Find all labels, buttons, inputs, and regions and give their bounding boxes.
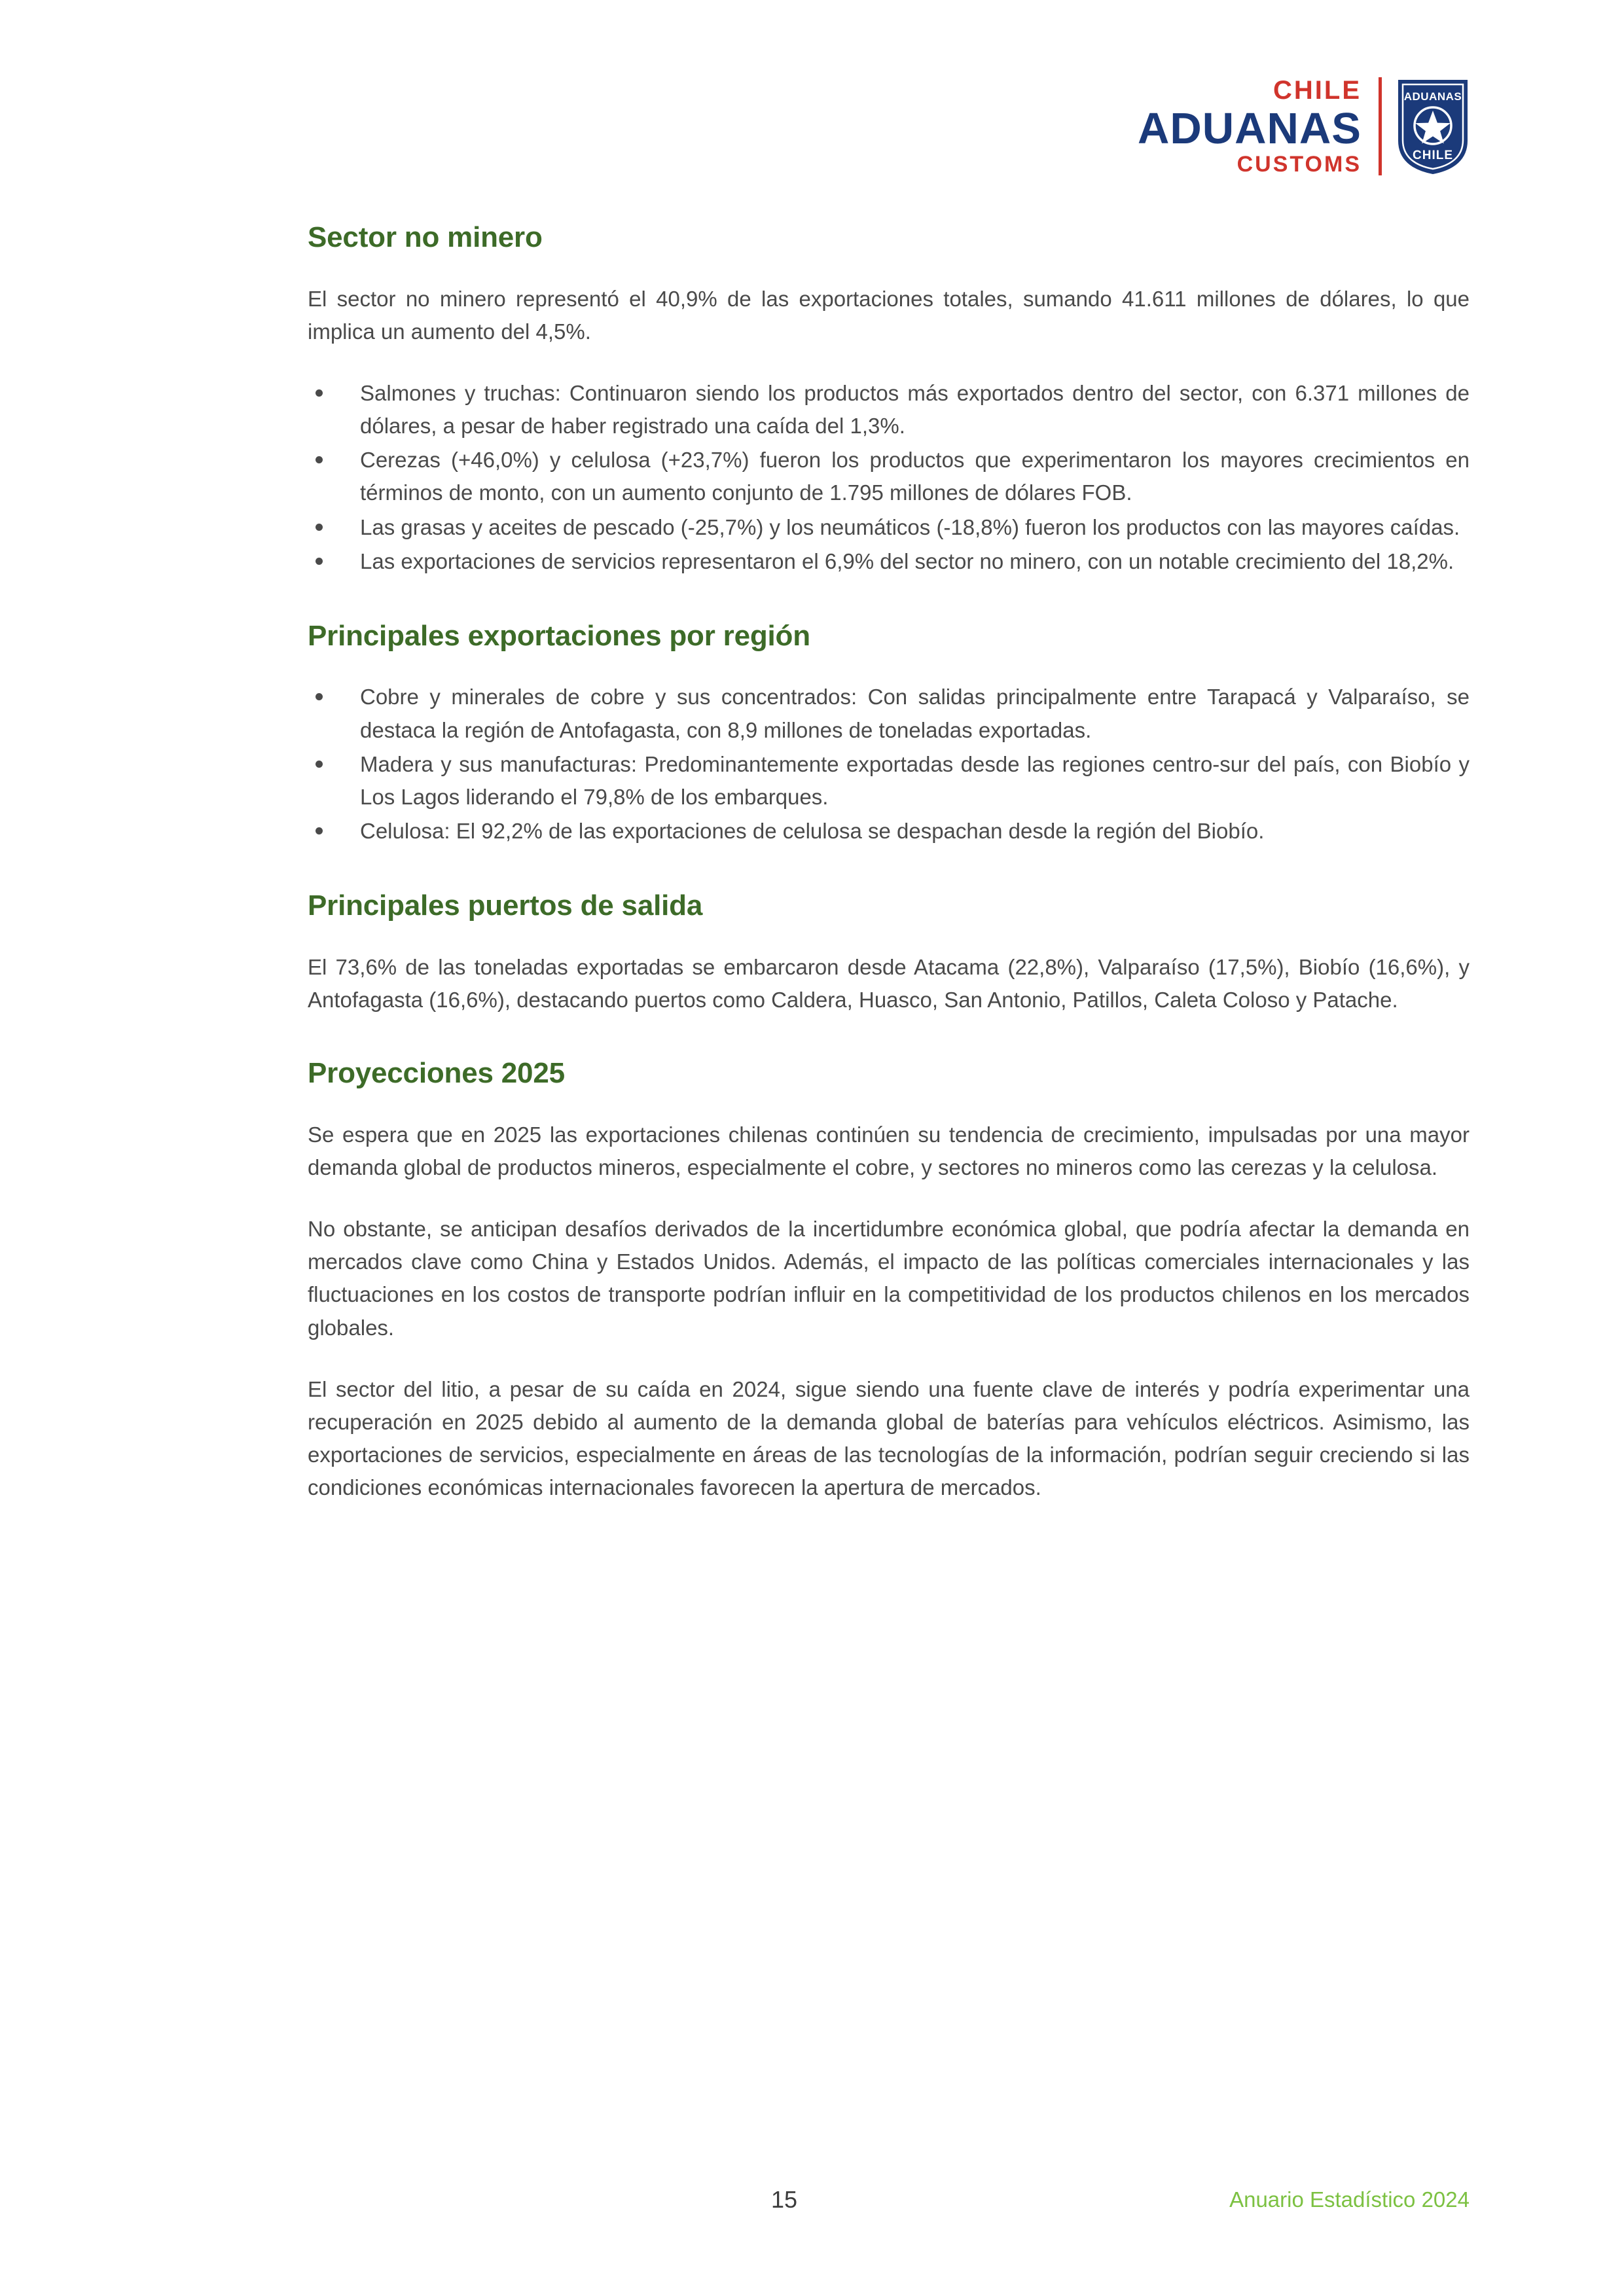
list-item-text: Cerezas (+46,0%) y celulosa (+23,7%) fueron los productos que experimentaron los mayores crecimientos en términos de monto, con un aumento conjunto de 1.795 millones de dólares FOB. <box>360 448 1470 505</box>
list-item-text: Salmones y truchas: Continuaron siendo los productos más exportados dentro del sector, con 6.371 millones de dólares, a pesar de haber registrado una caída del 1,3%. <box>360 380 1470 439</box>
bullet-list-exportaciones-por-region <box>308 681 1470 848</box>
bullet-dot-icon <box>316 524 323 531</box>
bullet-dot-icon <box>316 389 323 397</box>
section-title-puertos-de-salida: Principales puertos de salida <box>308 889 703 922</box>
list-item <box>308 815 1470 848</box>
section-title-sector-no-minero: Sector no minero <box>308 221 543 253</box>
proyecciones-paragraph-2: No obstante, se anticipan desafíos derivados de la incertidumbre económica global, que podría afectar la demanda en mercados clave como China y Estados Unidos. Además, el impacto de las políticas comerciales internacionales y las fluctuaciones en los costos de transporte podrían influir en la competitividad de los productos chilenos en los mercados globales. <box>308 1217 1470 1340</box>
list-item-text: Cobre y minerales de cobre y sus concentrados: Con salidas principalmente entre Tarapacá y Valparaíso, se destaca la región de Antofagasta, con 8,9 millones de toneladas exportadas. <box>360 685 1470 742</box>
list-item <box>308 681 1470 746</box>
logo-divider <box>1379 77 1382 175</box>
section-paragraph-puertos-de-salida: El 73,6% de las toneladas exportadas se embarcaron desde Atacama (22,8%), Valparaíso (17,5%), Biobío (16,6%), y Antofagasta (16,6%), destacando puertos como Caldera, Huasco, San Antonio, Patillos, Caleta Coloso y Patache. <box>308 954 1470 1012</box>
logo-customs-text: CUSTOMS <box>1236 152 1362 177</box>
list-item-text: Celulosa: El 92,2% de las exportaciones de celulosa se despachan desde la región del Biobío. <box>360 819 1265 844</box>
bullet-dot-icon <box>316 693 323 700</box>
logo-wordmark <box>1138 77 1379 175</box>
logo-aduanas-text: ADUANAS <box>1138 104 1362 153</box>
section-title-exportaciones-por-region: Principales exportaciones por región <box>308 619 810 652</box>
bullet-dot-icon <box>316 827 323 834</box>
footer-document-title: Anuario Estadístico 2024 <box>1229 2187 1470 2212</box>
section-title-proyecciones-2025: Proyecciones 2025 <box>308 1057 565 1090</box>
list-item-text: Las exportaciones de servicios representaron el 6,9% del sector no minero, con un notable crecimiento del 18,2%. <box>360 548 1454 573</box>
bullet-dot-icon <box>316 558 323 565</box>
svg-text:ADUANAS: ADUANAS <box>1403 90 1462 103</box>
header-logo <box>1138 77 1470 175</box>
proyecciones-paragraph-1: Se espera que en 2025 las exportaciones chilenas continúen su tendencia de crecimiento, impulsadas por una mayor demanda global de productos mineros, especialmente el cobre, y sectores no mineros como las cerezas y la celulosa. <box>308 1122 1470 1179</box>
document-body <box>308 221 1470 1504</box>
list-item <box>308 748 1470 814</box>
logo-chile-text: CHILE <box>1273 76 1362 105</box>
page-number: 15 <box>771 2186 798 2213</box>
section-paragraph-sector-no-minero: El sector no minero representó el 40,9% de las exportaciones totales, sumando 41.611 millones de dólares, lo que implica un aumento del 4,5%. <box>308 286 1470 344</box>
bullet-dot-icon <box>316 761 323 768</box>
list-item-text: Las grasas y aceites de pescado (-25,7%) y los neumáticos (-18,8%) fueron los productos con las mayores caídas. <box>360 514 1460 539</box>
list-item <box>308 511 1470 544</box>
bullet-list-sector-no-minero <box>308 377 1470 578</box>
list-item <box>308 444 1470 509</box>
list-item <box>308 545 1470 578</box>
bullet-dot-icon <box>316 456 323 463</box>
proyecciones-paragraph-3: El sector del litio, a pesar de su caída en 2024, sigue siendo una fuente clave de interés y podría experimentar una recuperación en 2025 debido al aumento de la demanda global de baterías para vehículos eléctricos. Asimismo, las exportaciones de servicios, especialmente en áreas de las tecnologías de la información, podrían seguir creciendo si las condiciones económicas internacionales favorecen la apertura de mercados. <box>308 1376 1470 1500</box>
svg-text:CHILE: CHILE <box>1413 149 1453 162</box>
aduanas-shield-icon <box>1396 78 1470 175</box>
page-footer <box>0 2186 1624 2225</box>
list-item <box>308 377 1470 442</box>
list-item-text: Madera y sus manufacturas: Predominantemente exportadas desde las regiones centro-sur del país, con Biobío y Los Lagos liderando el 79,8% de los embarques. <box>360 751 1470 809</box>
